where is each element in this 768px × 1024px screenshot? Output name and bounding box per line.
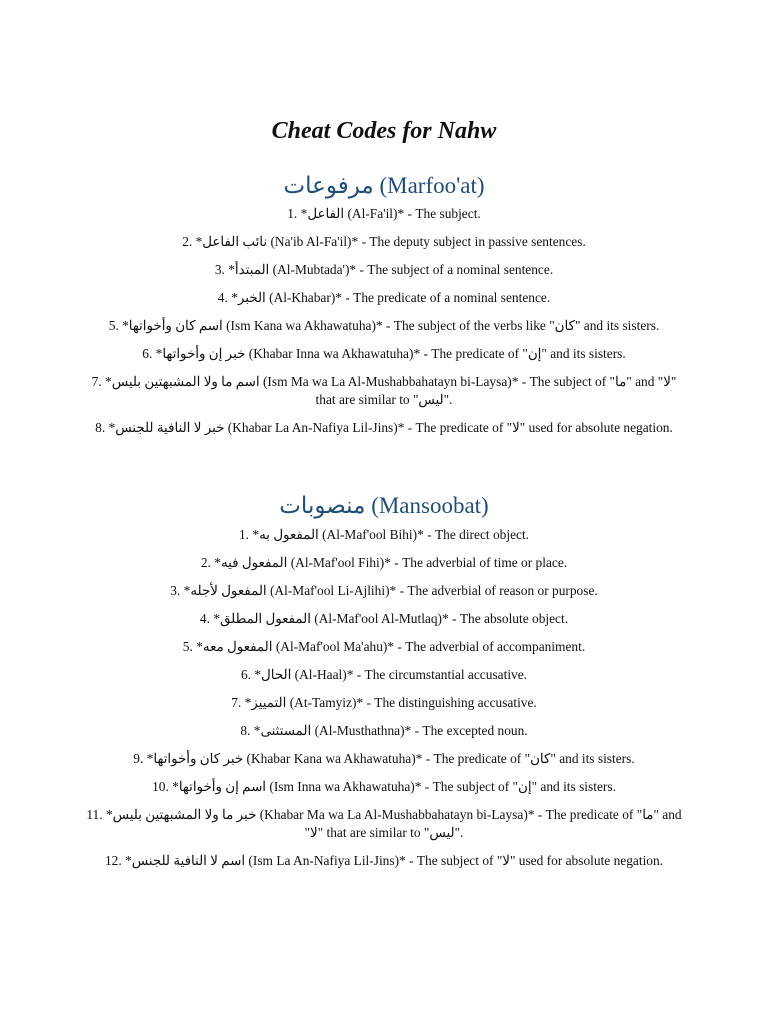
list-item: 1. *الفاعل (Al-Fa'il)* - The subject. <box>287 206 481 221</box>
list-item: 9. *خبر كان وأخواتها (Khabar Kana wa Akhawatuha)* - The predicate of "كان" and its sisters. <box>133 751 635 766</box>
marfooat-list <box>84 205 684 447</box>
list-item: 5. *المفعول معه (Al-Maf'ool Ma'ahu)* - The adverbial of accompaniment. <box>182 639 586 654</box>
list-item: 7. *اسم ما ولا المشبهتين بليس (Ism Ma wa La Al-Mushabbahatayn bi-Laysa)* - The subject of "ما" and "لا" that are similar to "ليس". <box>91 374 677 407</box>
list-item: 8. *المستثنى (Al-Musthathna)* - The excepted noun. <box>240 723 528 738</box>
list-item: 7. *التمييز (At-Tamyiz)* - The distinguishing accusative. <box>231 695 537 710</box>
list-item: 3. *المفعول لأجله (Al-Maf'ool Li-Ajlihi)* - The adverbial of reason or purpose. <box>170 583 598 598</box>
list-item: 1. *المفعول به (Al-Maf'ool Bihi)* - The direct object. <box>238 527 530 542</box>
list-item: 11. *خبر ما ولا المشبهتين بليس (Khabar Ma wa La Al-Mushabbahatayn bi-Laysa)* - The predicate of "ما" and "لا" that are similar to "ليس". <box>86 807 682 840</box>
list-item: 5. *اسم كان وأخواتها (Ism Kana wa Akhawatuha)* - The subject of the verbs like "كان" and its sisters. <box>108 318 660 333</box>
section-heading-mansoobat: منصوبات (Mansoobat) <box>279 493 489 518</box>
section-heading-marfooat: مرفوعات (Marfoo'at) <box>283 173 485 198</box>
list-item: 3. *المبتدأ (Al-Mubtada')* - The subject of a nominal sentence. <box>214 262 554 277</box>
list-item: 6. *الحال (Al-Haal)* - The circumstantial accusative. <box>240 667 528 682</box>
list-item: 2. *المفعول فيه (Al-Maf'ool Fihi)* - The adverbial of time or place. <box>200 555 568 570</box>
list-item: 2. *نائب الفاعل (Na'ib Al-Fa'il)* - The deputy subject in passive sentences. <box>182 234 586 249</box>
list-item: 4. *الخبر (Al-Khabar)* - The predicate of a nominal sentence. <box>217 290 551 305</box>
list-item: 4. *المفعول المطلق (Al-Maf'ool Al-Mutlaq)* - The absolute object. <box>199 611 569 626</box>
mansoobat-list <box>84 526 684 880</box>
list-item: 6. *خبر إن وأخواتها (Khabar Inna wa Akhawatuha)* - The predicate of "إن" and its sisters. <box>142 346 626 361</box>
list-item: 8. *خبر لا النافية للجنس (Khabar La An-Nafiya Lil-Jins)* - The predicate of "لا" used for absolute negation. <box>95 420 673 435</box>
list-item: 12. *اسم لا النافية للجنس (Ism La An-Nafiya Lil-Jins)* - The subject of "لا" used for absolute negation. <box>104 853 664 868</box>
list-item: 10. *اسم إن وأخواتها (Ism Inna wa Akhawatuha)* - The subject of "إن" and its sisters. <box>152 779 616 794</box>
document-title: Cheat Codes for Nahw <box>271 118 497 144</box>
